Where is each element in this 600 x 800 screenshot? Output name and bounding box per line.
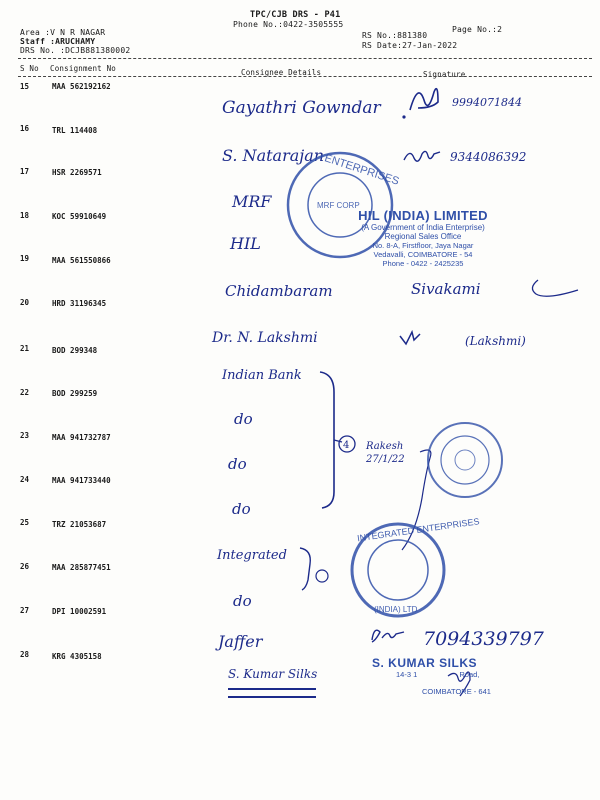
row-sno: 19 bbox=[20, 254, 30, 263]
hil-stamp-line: (A Government of India Enterprise) bbox=[361, 223, 485, 232]
row-sno: 17 bbox=[20, 167, 30, 176]
count-circle bbox=[316, 570, 328, 582]
row-consignment: KOC 59910649 bbox=[52, 212, 107, 221]
hil-stamp-line: Vedavalli, COIMBATORE - 54 bbox=[373, 250, 473, 259]
row-consignment: DPI 10002591 bbox=[52, 607, 107, 616]
consignee-ditto: do bbox=[234, 410, 253, 428]
area-label: Area :V N R NAGAR bbox=[20, 28, 106, 37]
kumar-stamp-line-2: Road, bbox=[459, 670, 480, 679]
stamp-text: INTEGRATED ENTERPRISES bbox=[356, 516, 481, 544]
bracket-mark bbox=[300, 548, 310, 590]
phone-note: 9344086392 bbox=[450, 150, 527, 164]
bank-round-seal bbox=[425, 420, 505, 500]
consignee-name: Dr. N. Lakshmi bbox=[212, 330, 318, 346]
stamp-text: MRF CORP bbox=[317, 201, 360, 210]
kumar-stamp-line: COIMBATORE - 641 bbox=[422, 687, 491, 696]
signatory-name: Sivakami bbox=[411, 280, 481, 298]
row-consignment: MAA 941732787 bbox=[52, 433, 111, 442]
row-sno: 20 bbox=[20, 298, 30, 307]
consignee-name: HIL bbox=[230, 234, 261, 253]
drs-number: DRS No. :DCJB881380002 bbox=[20, 46, 131, 55]
consignee-name: MRF bbox=[232, 192, 272, 211]
row-consignment: TRL 114408 bbox=[52, 126, 98, 135]
kumar-stamp-line bbox=[396, 670, 491, 679]
stamp-text: (INDIA) LTD bbox=[374, 605, 418, 614]
consignee-name: Chidambaram bbox=[225, 282, 333, 300]
rs-date: RS Date:27-Jan-2022 bbox=[362, 41, 458, 50]
document-title: TPC/CJB DRS - P41 bbox=[250, 10, 341, 20]
kumar-silks-stamp bbox=[372, 656, 491, 696]
signature-mark bbox=[410, 89, 438, 110]
row-consignment: MAA 561550866 bbox=[52, 256, 111, 265]
signature-mark bbox=[372, 630, 404, 642]
hil-stamp-line: No. 8-A, Firstfloor, Jaya Nagar bbox=[372, 241, 474, 250]
column-signature: Signature bbox=[423, 70, 466, 79]
row-consignment: MAA 285877451 bbox=[52, 563, 111, 572]
rs-number: RS No.:881380 bbox=[362, 31, 428, 40]
column-sno: S No bbox=[20, 64, 39, 73]
consignee-ditto: do bbox=[232, 500, 251, 518]
row-sno: 18 bbox=[20, 211, 30, 220]
consignee-name: S. Kumar Silks bbox=[228, 667, 318, 681]
bracket-mark bbox=[532, 280, 578, 296]
kumar-stamp-title: S. KUMAR SILKS bbox=[372, 656, 478, 670]
consignee-name: Integrated bbox=[217, 548, 287, 563]
phone-note: 7094339797 bbox=[423, 628, 544, 650]
row-sno: 15 bbox=[20, 82, 30, 91]
phone-note: 9994071844 bbox=[452, 96, 522, 109]
row-consignment: MAA 562192162 bbox=[52, 82, 111, 91]
consignee-name: Indian Bank bbox=[222, 368, 302, 383]
row-sno: 24 bbox=[20, 475, 30, 484]
kumar-stamp-line-1: 14-3 1 bbox=[396, 670, 418, 679]
hil-stamp bbox=[328, 208, 518, 268]
row-sno: 22 bbox=[20, 388, 30, 397]
consignee-ditto: do bbox=[233, 592, 252, 610]
staff-label: Staff :ARUCHAMY bbox=[20, 37, 96, 46]
row-consignment: MAA 941733440 bbox=[52, 476, 111, 485]
consignee-name: S. Natarajan bbox=[222, 146, 325, 165]
hil-stamp-title: HIL (INDIA) LIMITED bbox=[358, 208, 488, 223]
row-sno: 28 bbox=[20, 650, 30, 659]
row-consignment: TRZ 21053687 bbox=[52, 520, 107, 529]
signature-mark bbox=[404, 151, 440, 161]
row-consignment: KRG 4305158 bbox=[52, 652, 102, 661]
phone-number: Phone No.:0422-3505555 bbox=[233, 20, 344, 29]
row-consignment: HSR 2269571 bbox=[52, 168, 102, 177]
row-sno: 21 bbox=[20, 344, 30, 353]
count-digit: 4 bbox=[343, 440, 350, 451]
stamp-text: ENTERPRISES bbox=[322, 152, 401, 188]
hil-stamp-line: Phone - 0422 - 2425235 bbox=[382, 259, 464, 268]
row-sno: 25 bbox=[20, 518, 30, 527]
signatory-name: (Lakshmi) bbox=[465, 334, 526, 348]
bracket-mark bbox=[334, 440, 342, 442]
signature-mark bbox=[400, 332, 420, 344]
row-sno: 23 bbox=[20, 431, 30, 440]
column-consignee: Consignee Details bbox=[241, 68, 322, 77]
hil-stamp-line: Regional Sales Office bbox=[384, 232, 462, 241]
consignee-name: Gayathri Gowndar bbox=[222, 98, 381, 118]
signatory-name: Rakesh 27/1/22 bbox=[366, 441, 405, 465]
bracket-mark bbox=[320, 372, 334, 508]
row-consignment: HRD 31196345 bbox=[52, 299, 107, 308]
row-consignment: BOD 299348 bbox=[52, 346, 98, 355]
dot-mark bbox=[402, 115, 405, 118]
consignee-name: Jaffer bbox=[218, 632, 263, 651]
page-number: Page No.:2 bbox=[452, 25, 503, 34]
row-consignment: BOD 299259 bbox=[52, 389, 98, 398]
column-consignment: Consignment No bbox=[50, 64, 117, 73]
row-sno: 27 bbox=[20, 606, 30, 615]
row-sno: 16 bbox=[20, 124, 30, 133]
consignee-ditto: do bbox=[228, 455, 247, 473]
row-sno: 26 bbox=[20, 562, 30, 571]
integrated-round-seal bbox=[348, 516, 481, 620]
